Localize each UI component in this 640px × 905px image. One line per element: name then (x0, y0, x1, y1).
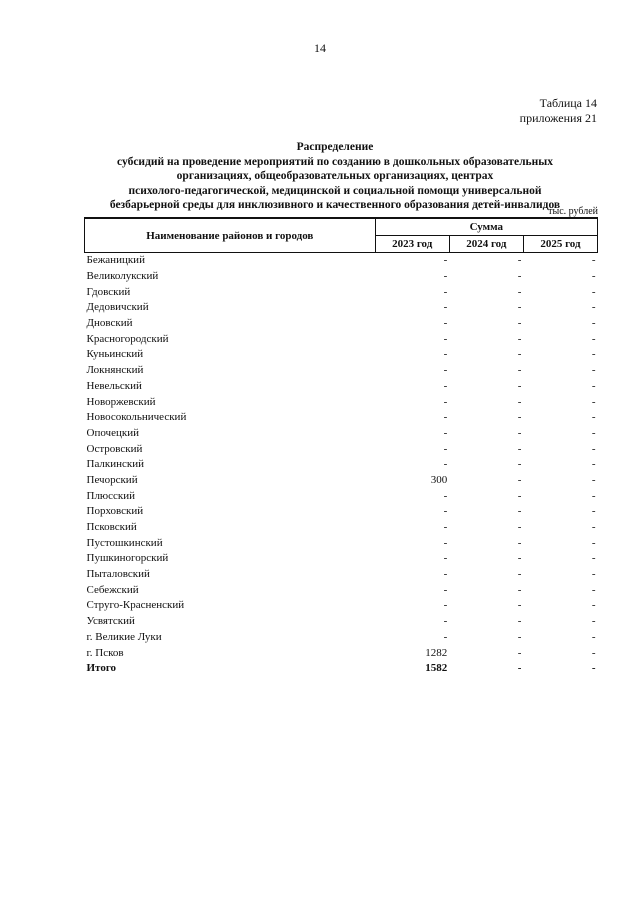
table-row (85, 347, 598, 363)
amount-2023: - (443, 630, 448, 643)
district-name: Красногородский (86, 332, 169, 345)
amount-2023: 300 (430, 473, 448, 486)
district-name: Себежский (86, 583, 139, 596)
amount-2025: - (591, 458, 596, 471)
district-name: Пыталовский (86, 568, 150, 581)
table-row (85, 614, 598, 630)
header-year-2023: 2023 год (375, 236, 449, 253)
amount-2024: - (517, 301, 522, 314)
amount-2024: - (517, 458, 522, 471)
amount-2025: - (591, 364, 596, 377)
district-name: Дновский (86, 317, 133, 330)
amount-2023: - (443, 442, 448, 455)
district-name: Печорский (86, 473, 138, 486)
table-row (85, 331, 598, 347)
amount-2024: - (517, 254, 522, 267)
amount-2024: - (517, 270, 522, 283)
amount-2023: - (443, 568, 448, 581)
amount-2024: - (517, 646, 522, 659)
document-title (60, 140, 610, 213)
amount-2023: - (443, 426, 448, 439)
title-line-1: субсидий на проведение мероприятий по созданию в дошкольных образовательных (117, 155, 553, 168)
amount-2023: - (443, 332, 448, 345)
table-row (85, 551, 598, 567)
district-name: Новоржевский (86, 395, 156, 408)
amount-2024: - (517, 395, 522, 408)
table-row (85, 488, 598, 504)
table-row (85, 535, 598, 551)
subsidies-table (84, 217, 598, 677)
amount-2023: - (443, 285, 448, 298)
header-name: Наименование районов и городов (85, 218, 376, 253)
amount-2024: - (517, 426, 522, 439)
amount-2025: - (591, 505, 596, 518)
amount-2025: - (591, 630, 596, 643)
district-name: Плюсский (86, 489, 136, 502)
title-line-4: безбарьерной среды для инклюзивного и качественного образования детей-инвалидов (109, 199, 561, 211)
table-row (85, 520, 598, 536)
table-row (85, 645, 598, 661)
amount-2024: - (517, 505, 522, 518)
amount-2025: - (591, 599, 596, 612)
header-year-2025: 2025 год (523, 236, 597, 253)
header-sum: Сумма (375, 218, 597, 236)
district-name: Дедовичский (86, 301, 149, 314)
amount-2024: - (517, 285, 522, 298)
amount-2025: - (591, 615, 596, 628)
district-name: Гдовский (86, 285, 131, 298)
amount-2025: - (591, 348, 596, 361)
table-row (85, 379, 598, 395)
amount-2025: - (591, 395, 596, 408)
district-name: Бежаницкий (86, 254, 145, 267)
table-row (85, 300, 598, 316)
title-heading: Распределение (296, 141, 374, 153)
amount-2024: - (517, 662, 522, 675)
amount-2024: - (517, 379, 522, 392)
amount-2023: - (443, 301, 448, 314)
district-name: г. Псков (86, 646, 124, 659)
district-name: Опочецкий (86, 426, 139, 439)
district-name: Пушкиногорский (86, 552, 169, 565)
amount-2024: - (517, 615, 522, 628)
amount-2024: - (517, 473, 522, 486)
title-line-2: организациях, общеобразовательных организациях, центрах (176, 170, 494, 182)
total-row (85, 661, 598, 677)
header-year-2024: 2024 год (449, 236, 523, 253)
table-row (85, 426, 598, 442)
amount-2023: - (443, 552, 448, 565)
units-label: тыс. рублей (548, 206, 598, 217)
amount-2023: - (443, 458, 448, 471)
amount-2025: - (591, 536, 596, 549)
table-row (85, 253, 598, 269)
amount-2024: - (517, 489, 522, 502)
amount-2024: - (517, 442, 522, 455)
amount-2024: - (517, 630, 522, 643)
table-body (85, 253, 598, 677)
page-number: 14 (314, 41, 326, 55)
table-row (85, 567, 598, 583)
district-name: г. Великие Луки (86, 630, 162, 643)
district-name: Великолукский (86, 270, 159, 283)
amount-2025: - (591, 583, 596, 596)
amount-2025: - (591, 285, 596, 298)
amount-2025: - (591, 521, 596, 534)
amount-2025: - (591, 473, 596, 486)
table-row (85, 441, 598, 457)
district-name: Псковский (86, 521, 137, 534)
amount-2024: - (517, 552, 522, 565)
district-name: Новосокольнический (86, 411, 187, 424)
district-name: Усвятский (86, 615, 135, 628)
table-row (85, 630, 598, 646)
table-row (85, 504, 598, 520)
amount-2023: - (443, 583, 448, 596)
table-row (85, 269, 598, 285)
table-ref-line2: приложения 21 (519, 111, 597, 125)
amount-2023: - (443, 599, 448, 612)
district-name: Пустошкинский (86, 536, 163, 549)
table-row (85, 316, 598, 332)
amount-2023: - (443, 615, 448, 628)
amount-2025: - (591, 254, 596, 267)
amount-2023: - (443, 489, 448, 502)
amount-2024: - (517, 536, 522, 549)
title-line-3: психолого-педагогической, медицинской и социальной помощи универсальной (128, 184, 542, 197)
table-row (85, 457, 598, 473)
table-row (85, 410, 598, 426)
table-row (85, 598, 598, 614)
amount-2023: - (443, 270, 448, 283)
amount-2025: - (591, 317, 596, 330)
table-reference (520, 96, 597, 126)
table-row (85, 394, 598, 410)
district-name: Локнянский (86, 364, 144, 377)
amount-2023: - (443, 364, 448, 377)
amount-2025: - (591, 379, 596, 392)
table-row (85, 473, 598, 489)
amount-2023: - (443, 521, 448, 534)
district-name: Островский (86, 442, 143, 455)
table-row (85, 582, 598, 598)
amount-2024: - (517, 599, 522, 612)
amount-2024: - (517, 348, 522, 361)
district-name: Куньинский (86, 348, 144, 361)
table-row (85, 363, 598, 379)
amount-2025: - (591, 646, 596, 659)
amount-2023: - (443, 379, 448, 392)
amount-2023: - (443, 348, 448, 361)
amount-2023: 1582 (425, 662, 448, 675)
district-name: Палкинский (86, 458, 145, 471)
amount-2025: - (591, 301, 596, 314)
amount-2024: - (517, 521, 522, 534)
amount-2025: - (591, 568, 596, 581)
amount-2023: - (443, 505, 448, 518)
amount-2025: - (591, 426, 596, 439)
amount-2025: - (591, 270, 596, 283)
amount-2024: - (517, 364, 522, 377)
amount-2023: - (443, 395, 448, 408)
amount-2023: - (443, 254, 448, 267)
amount-2024: - (517, 583, 522, 596)
amount-2024: - (517, 411, 522, 424)
district-name: Струго-Красненский (86, 599, 185, 612)
amount-2023: 1282 (425, 646, 448, 659)
district-name: Невельский (86, 379, 142, 392)
amount-2024: - (517, 332, 522, 345)
amount-2023: - (443, 536, 448, 549)
amount-2024: - (517, 568, 522, 581)
amount-2024: - (517, 317, 522, 330)
amount-2025: - (591, 411, 596, 424)
amount-2025: - (591, 662, 596, 675)
amount-2025: - (591, 442, 596, 455)
amount-2023: - (443, 317, 448, 330)
amount-2025: - (591, 489, 596, 502)
table-ref-line1: Таблица 14 (539, 96, 597, 110)
district-name: Порховский (86, 505, 144, 518)
district-name: Итого (86, 662, 117, 675)
table-row (85, 284, 598, 300)
amount-2025: - (591, 332, 596, 345)
amount-2023: - (443, 411, 448, 424)
amount-2025: - (591, 552, 596, 565)
